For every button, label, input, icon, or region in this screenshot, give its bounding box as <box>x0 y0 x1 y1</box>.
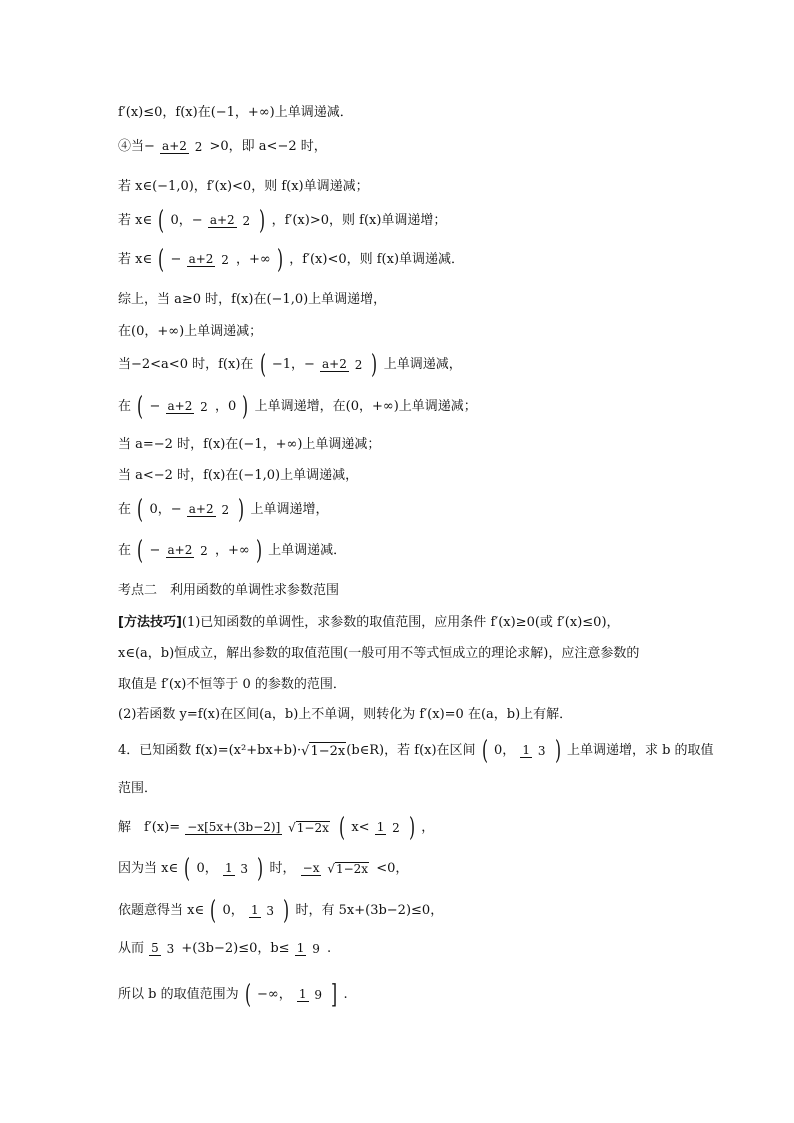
left-paren: ( <box>137 392 144 422</box>
left-paren: ( <box>158 206 165 236</box>
right-paren: ) <box>257 854 264 884</box>
text-segment: −∞， <box>257 987 292 1002</box>
text-segment: 从而 <box>118 941 145 956</box>
text-segment: 0， <box>222 903 244 918</box>
text-segment: 上单调递增，在(0，+∞)上单调递减； <box>254 399 477 414</box>
text-segment: 在 <box>118 543 132 558</box>
fraction <box>249 904 276 918</box>
text-line <box>118 323 262 342</box>
text-segment: 0，− <box>170 213 203 228</box>
left-paren: ( <box>184 854 191 884</box>
text-segment: 若 x∈ <box>118 252 153 267</box>
text-segment: ， <box>421 820 435 835</box>
fraction-numerator: −x <box>302 861 320 875</box>
text-segment: >0，即 a<−2 时， <box>209 139 327 154</box>
right-paren: ) <box>255 536 262 566</box>
fraction-numerator: a+2 <box>167 399 193 413</box>
fraction-numerator: 1 <box>522 743 531 757</box>
fraction <box>166 400 210 414</box>
fraction-denominator: √1−2x <box>288 820 329 835</box>
text-line <box>118 497 329 523</box>
method-tip-line <box>118 645 639 664</box>
text-segment: 当 a<−2 时，f(x)在(−1,0)上单调递减， <box>118 468 359 483</box>
text-segment: − <box>149 399 161 414</box>
solution-line <box>118 898 443 924</box>
text-segment: 所以 b 的取值范围为 <box>118 987 239 1002</box>
text-segment: 取值是 f′(x)不恒等于 0 的参数的范围． <box>118 677 346 692</box>
text-segment: 4．已知函数 f(x)=(x²+bx+b)· <box>118 743 302 758</box>
left-paren: ( <box>339 813 346 843</box>
fraction-denominator: 9 <box>314 987 323 1002</box>
text-segment: 0，− <box>149 502 182 517</box>
fraction-numerator: 5 <box>151 941 159 955</box>
fraction-denominator: 2 <box>221 502 230 517</box>
fraction <box>297 988 324 1002</box>
text-segment: 若 x∈(−1,0)，f′(x)<0，则 f(x)单调递减； <box>118 179 369 194</box>
text-segment: ，0 <box>214 399 237 414</box>
text-segment: 在(0，+∞)上单调递减； <box>118 324 263 339</box>
problem-statement <box>118 738 714 764</box>
right-paren: ) <box>283 896 290 926</box>
fraction-denominator: 2 <box>242 213 251 228</box>
text-segment: 解 f′(x)= <box>118 820 181 835</box>
right-paren: ) <box>371 350 378 380</box>
fraction <box>187 503 231 517</box>
left-paren: ( <box>259 350 266 380</box>
section-title <box>118 582 339 601</box>
text-segment: 综上，当 a≥0 时，f(x)在(−1,0)上单调递增， <box>118 292 387 307</box>
text-segment: +(3b−2)≤0，b≤ <box>181 941 290 956</box>
method-tip-line <box>118 706 572 725</box>
left-paren: ( <box>158 245 165 275</box>
method-tip-line <box>118 676 346 695</box>
fraction-denominator: 2 <box>200 399 208 414</box>
fraction <box>520 744 547 758</box>
fraction-denominator: 3 <box>166 941 175 956</box>
text-segment: 依题意得当 x∈ <box>118 903 205 918</box>
fraction-numerator: a+2 <box>188 502 214 516</box>
text-line <box>118 538 346 564</box>
solution-line <box>118 940 331 959</box>
fraction-numerator: 1 <box>250 903 259 917</box>
right-paren: ) <box>554 736 561 766</box>
fraction <box>208 214 252 228</box>
left-paren: ( <box>137 495 144 525</box>
fraction <box>185 821 332 835</box>
fraction-numerator: a+2 <box>162 139 187 153</box>
sqrt-radicand: 1−2x <box>335 862 369 876</box>
fraction-denominator: 2 <box>194 139 203 154</box>
text-segment: (2)若函数 y=f(x)在区间(a，b)上不单调，则转化为 f′(x)=0 在(a，b)上有解． <box>118 707 573 722</box>
text-segment: 0， <box>493 743 516 758</box>
text-segment: −1，− <box>271 357 315 372</box>
text-segment: . <box>343 987 348 1002</box>
text-segment: (b∈R)，若 f(x)在区间 <box>346 743 476 758</box>
text-segment: x∈(a，b)恒成立，解出参数的取值范围(一般可用不等式恒成立的理论求解)，应注意参数的 <box>118 646 640 661</box>
fraction-numerator: 1 <box>296 941 305 955</box>
fraction-numerator: −x[5x+(3b−2)] <box>187 820 281 834</box>
fraction <box>320 358 364 372</box>
method-tip-line <box>118 614 620 633</box>
text-segment: − <box>149 543 161 558</box>
text-segment: 当−2<a<0 时，f(x)在 <box>118 357 254 372</box>
fraction <box>187 253 231 267</box>
text-line <box>118 178 369 197</box>
text-segment: 时， <box>269 861 296 876</box>
right-paren: ) <box>408 813 416 843</box>
fraction <box>295 942 322 956</box>
text-segment: 若 x∈ <box>118 213 153 228</box>
fraction-numerator: a+2 <box>322 357 347 371</box>
text-segment: 因为当 x∈ <box>118 861 179 876</box>
fraction <box>160 140 204 154</box>
method-label: [方法技巧] <box>118 615 182 630</box>
text-segment: 上单调递减． <box>268 543 347 558</box>
solution-line <box>118 815 434 841</box>
fraction-numerator: 1 <box>376 820 385 834</box>
right-bracket: ] <box>331 980 338 1010</box>
text-line <box>118 436 380 455</box>
text-segment: ④当− <box>118 139 155 154</box>
sqrt-radicand: 1−2x <box>296 821 329 835</box>
section-title-text: 考点二 利用函数的单调性求参数范围 <box>118 583 340 598</box>
fraction-denominator: 2 <box>354 357 363 372</box>
text-line <box>118 352 462 378</box>
text-segment: − <box>170 252 182 267</box>
text-segment: ，f′(x)>0，则 f(x)单调递增； <box>271 213 447 228</box>
fraction-numerator: a+2 <box>167 543 193 557</box>
text-segment: 上单调递减， <box>383 357 462 372</box>
sqrt-expression: √1−2x <box>301 743 346 759</box>
text-line <box>118 247 464 273</box>
left-paren: ( <box>210 896 217 926</box>
text-segment: ，+∞ <box>214 543 250 558</box>
sqrt-radicand: 1−2x <box>310 743 346 759</box>
fraction <box>149 942 176 956</box>
fraction <box>375 821 402 835</box>
fraction-denominator: √1−2x <box>327 861 369 876</box>
text-line <box>118 291 386 310</box>
text-segment: <0， <box>376 861 409 876</box>
text-segment: f′(x)≤0，f(x)在(−1，+∞)上单调递减． <box>118 105 353 120</box>
text-segment: 上单调递增， <box>250 502 329 517</box>
text-segment: 0， <box>196 861 218 876</box>
fraction-denominator: 9 <box>312 941 320 956</box>
fraction-numerator: a+2 <box>188 252 214 266</box>
text-segment: . <box>326 941 332 956</box>
text-segment: ，f′(x)<0，则 f(x)单调递减． <box>289 252 465 267</box>
text-segment: 时，有 5x+(3b−2)≤0， <box>295 903 444 918</box>
left-paren: ( <box>244 980 251 1010</box>
solution-line <box>118 982 348 1008</box>
fraction-numerator: 1 <box>298 987 307 1001</box>
text-line <box>118 467 358 486</box>
left-paren: ( <box>137 536 144 566</box>
text-line <box>118 394 477 420</box>
text-segment: 当 a=−2 时，f(x)在(−1，+∞)上单调递减； <box>118 437 381 452</box>
text-segment: ，+∞ <box>236 252 271 267</box>
right-paren: ) <box>276 245 284 275</box>
text-line <box>118 208 446 234</box>
text-line <box>118 138 327 157</box>
right-paren: ) <box>259 206 266 236</box>
text-segment: 上单调递增，求 b 的取值 <box>566 743 714 758</box>
left-paren: ( <box>481 736 488 766</box>
fraction <box>301 862 371 876</box>
text-segment: 在 <box>118 502 132 517</box>
fraction-denominator: 2 <box>200 543 208 558</box>
right-paren: ) <box>238 495 245 525</box>
fraction-denominator: 3 <box>240 861 249 876</box>
fraction-denominator: 3 <box>537 743 546 758</box>
text-segment: 范围． <box>118 781 158 796</box>
fraction <box>166 544 210 558</box>
right-paren: ) <box>242 392 249 422</box>
text-line <box>118 104 353 123</box>
text-segment: (1)已知函数的单调性，求参数的取值范围，应用条件 f′(x)≥0(或 f′(x)≤0)， <box>181 615 620 630</box>
fraction-denominator: 3 <box>266 903 275 918</box>
solution-line <box>118 856 408 882</box>
fraction <box>223 862 250 876</box>
fraction-numerator: a+2 <box>209 213 235 227</box>
text-line <box>118 780 157 799</box>
fraction-denominator: 2 <box>221 252 229 267</box>
fraction-numerator: 1 <box>224 861 233 875</box>
fraction-denominator: 2 <box>392 820 400 835</box>
text-segment: 在 <box>118 399 132 414</box>
text-segment: x< <box>351 820 370 835</box>
